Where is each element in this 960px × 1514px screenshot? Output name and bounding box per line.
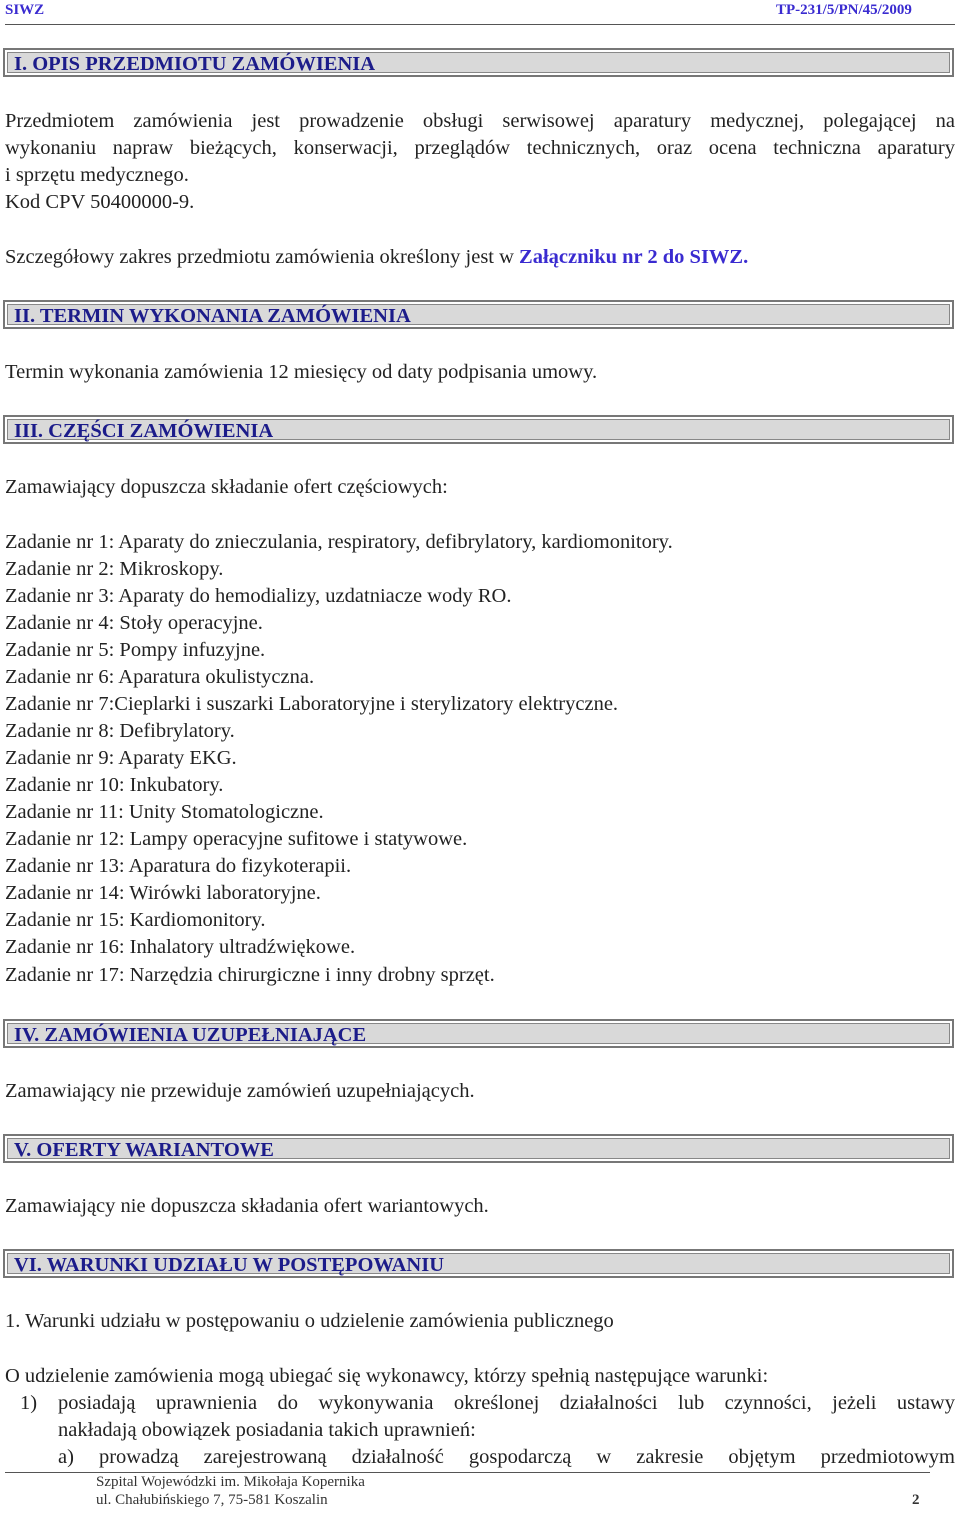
section-2-title: II. TERMIN WYKONANIA ZAMÓWIENIA <box>14 305 411 327</box>
scope-text: Szczegółowy zakres przedmiotu zamówienia określony jest w <box>5 246 520 268</box>
list-item: Zadanie nr 1: Aparaty do znieczulania, respiratory, defibrylatory, kardiomonitory. <box>5 531 673 553</box>
section-5-heading <box>3 1134 954 1163</box>
section-2-text: Termin wykonania zamówienia 12 miesięcy od daty podpisania umowy. <box>5 361 598 383</box>
list-item: Zadanie nr 2: Mikroskopy. <box>5 558 224 580</box>
list-item: Zadanie nr 11: Unity Stomatologiczne. <box>5 801 324 823</box>
section-3-intro: Zamawiający dopuszcza składanie ofert częściowych: <box>5 476 448 498</box>
list-item: Zadanie nr 17: Narzędzia chirurgiczne i inny drobny sprzęt. <box>5 964 495 986</box>
header-divider <box>5 24 955 25</box>
list-item: Zadanie nr 13: Aparatura do fizykoterapii. <box>5 855 352 877</box>
attachment-link[interactable]: Załączniku nr 2 do SIWZ. <box>519 246 749 268</box>
section-6-title: VI. WARUNKI UDZIAŁU W POSTĘPOWANIU <box>14 1254 445 1276</box>
section-4-heading <box>3 1019 954 1048</box>
list-item: Zadanie nr 4: Stoły operacyjne. <box>5 612 263 634</box>
list-item: Zadanie nr 16: Inhalatory ultradźwiękowe. <box>5 936 356 958</box>
footer-divider <box>5 1472 930 1473</box>
list-item: Zadanie nr 7:Cieplarki i suszarki Laboratoryjne i sterylizatory elektryczne. <box>5 693 619 715</box>
section-4-title: IV. ZAMÓWIENIA UZUPEŁNIAJĄCE <box>14 1024 367 1046</box>
list-number: 1) <box>20 1392 38 1414</box>
cpv-code: Kod CPV 50400000-9. <box>5 191 195 213</box>
footer-institution: Szpital Wojewódzki im. Mikołaja Kopernika <box>96 1474 365 1490</box>
condition-subitem: a) prowadzą zarejestrowaną działalność gospodarczą w zakresie objętym przedmiotowym <box>58 1446 955 1468</box>
header-doc-label: SIWZ <box>5 2 45 18</box>
list-item: Zadanie nr 14: Wirówki laboratoryjne. <box>5 882 321 904</box>
paragraph-line: wykonaniu napraw bieżących, konserwacji, przeglądów technicznych, oraz ocena techniczna aparatury <box>5 137 955 159</box>
section-3-title: III. CZĘŚCI ZAMÓWIENIA <box>14 420 274 442</box>
scope-sentence <box>5 244 748 271</box>
section-6-heading <box>3 1249 954 1278</box>
condition-line: posiadają uprawnienia do wykonywania określonej działalności lub czynności, jeżeli ustawy <box>58 1392 955 1414</box>
section-6-intro: O udzielenie zamówienia mogą ubiegać się wykonawcy, którzy spełnią następujące warunki: <box>5 1365 769 1387</box>
list-item: Zadanie nr 12: Lampy operacyjne sufitowe i statywowe. <box>5 828 468 850</box>
section-1-heading <box>3 48 954 77</box>
list-item: Zadanie nr 5: Pompy infuzyjne. <box>5 639 266 661</box>
list-item: Zadanie nr 15: Kardiomonitory. <box>5 909 266 931</box>
page-number: 2 <box>912 1492 920 1508</box>
section-4-text: Zamawiający nie przewiduje zamówień uzupełniających. <box>5 1080 475 1102</box>
section-5-text: Zamawiający nie dopuszcza składania ofert wariantowych. <box>5 1195 489 1217</box>
paragraph-line: Przedmiotem zamówienia jest prowadzenie obsługi serwisowej aparatury medycznej, polegającej na <box>5 110 955 132</box>
section-5-title: V. OFERTY WARIANTOWE <box>14 1139 274 1161</box>
list-item: Zadanie nr 8: Defibrylatory. <box>5 720 235 742</box>
section-3-heading <box>3 415 954 444</box>
header-reference-number: TP-231/5/PN/45/2009 <box>776 2 912 18</box>
section-6-subheading: 1. Warunki udziału w postępowaniu o udzielenie zamówienia publicznego <box>5 1310 614 1332</box>
list-item: Zadanie nr 10: Inkubatory. <box>5 774 224 796</box>
section-1-paragraph <box>5 108 955 189</box>
section-2-heading <box>3 300 954 329</box>
list-item: Zadanie nr 6: Aparatura okulistyczna. <box>5 666 315 688</box>
condition-line: nakładają obowiązek posiadania takich uprawnień: <box>58 1419 476 1441</box>
list-item: Zadanie nr 9: Aparaty EKG. <box>5 747 237 769</box>
section-1-title: I. OPIS PRZEDMIOTU ZAMÓWIENIA <box>14 53 376 75</box>
list-item: Zadanie nr 3: Aparaty do hemodializy, uzdatniacze wody RO. <box>5 585 512 607</box>
footer-address: ul. Chałubińskiego 7, 75-581 Koszalin <box>96 1492 328 1508</box>
condition-item <box>58 1390 955 1471</box>
paragraph-line: i sprzętu medycznego. <box>5 164 189 186</box>
